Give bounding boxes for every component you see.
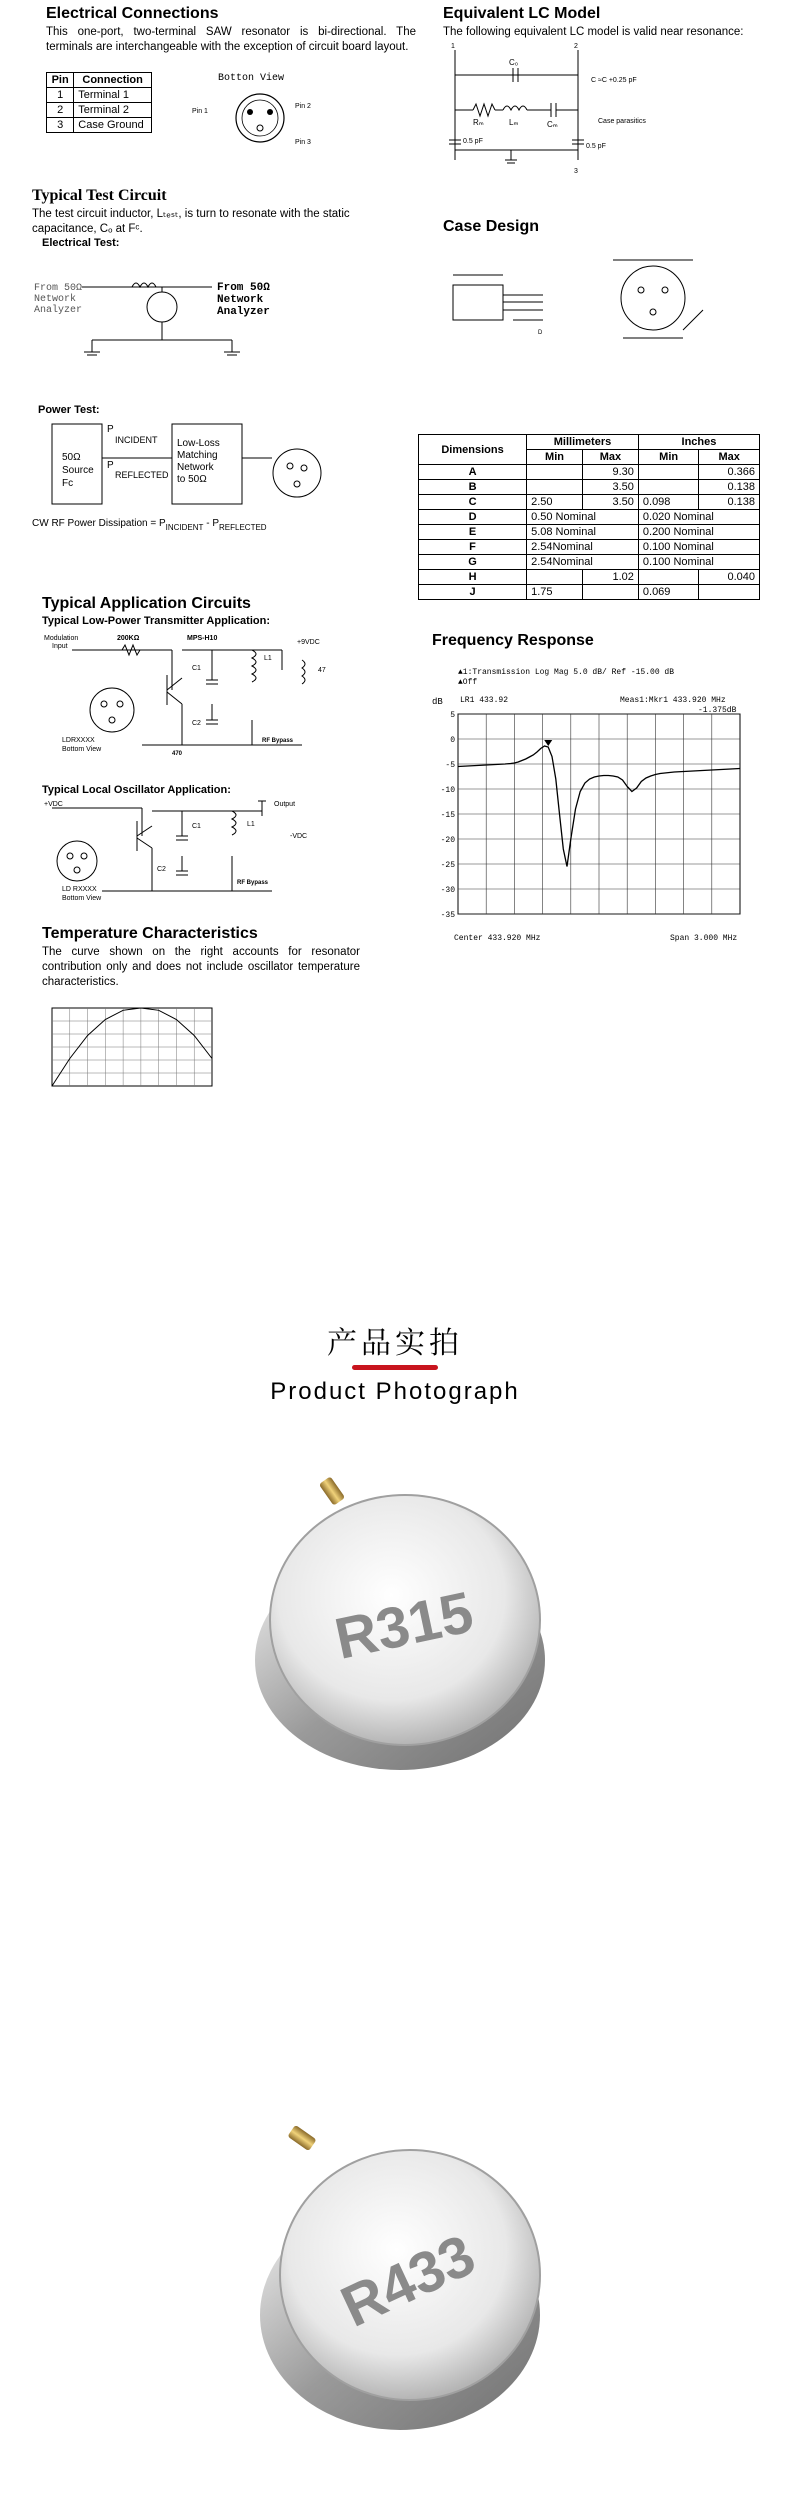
mm-max-header: Max xyxy=(582,450,638,465)
dimension-value-cell: 0.098 xyxy=(638,495,699,510)
frequency-section xyxy=(432,632,594,650)
osc-l1-label: L1 xyxy=(247,821,255,828)
gold-pin xyxy=(319,1476,345,1505)
pin3-label: Pin 3 xyxy=(295,139,311,146)
freq-center: Center 433.920 MHz xyxy=(454,934,541,943)
incident-label: INCIDENT xyxy=(115,435,158,445)
dimension-label-cell: D xyxy=(419,510,527,525)
temperature-chart xyxy=(42,1000,222,1100)
tx-r470-label: 470 xyxy=(172,751,183,757)
dimension-label-cell: G xyxy=(419,555,527,570)
connection-cell: Case Ground xyxy=(74,118,152,133)
freq-ytick-label: -30 xyxy=(440,886,455,895)
freq-ytick-label: -15 xyxy=(440,811,455,820)
osc-vdc-label: +VDC xyxy=(44,801,63,808)
from-left-2: Network xyxy=(34,294,77,305)
dimension-value-cell: 0.366 xyxy=(699,465,760,480)
from-right-1: From 50Ω xyxy=(217,282,270,294)
tx-mod-label: Modulation xyxy=(44,635,79,642)
c0-label: C₀ xyxy=(509,58,519,67)
oscillator-circuit xyxy=(42,796,342,906)
case-design-section xyxy=(443,218,539,236)
freq-ytick-label: -25 xyxy=(440,861,455,870)
dimension-value-cell: 0.138 xyxy=(699,495,760,510)
frequency-response-chart xyxy=(430,660,760,945)
frequency-title: Frequency Response xyxy=(432,632,594,649)
dimension-value-cell xyxy=(527,570,583,585)
osc-bottom-label: Bottom View xyxy=(62,895,102,902)
freq-span: Span 3.000 MHz xyxy=(670,934,738,943)
dimension-value-cell xyxy=(527,480,583,495)
dimension-value-cell: 0.069 xyxy=(638,585,699,600)
lm-label: Lₘ xyxy=(509,118,519,127)
dimension-value-cell xyxy=(699,585,760,600)
freq-marker-triangle xyxy=(544,740,552,746)
freq-ytick-label: -10 xyxy=(440,786,455,795)
test-circuit-section xyxy=(32,187,362,249)
case-dim-label: D xyxy=(538,330,543,336)
dimension-value-cell: 2.50 xyxy=(527,495,583,510)
can-label-r315: R315 xyxy=(329,1579,479,1672)
freq-db-label: dB xyxy=(432,697,443,707)
freq-ytick-label: 0 xyxy=(450,736,455,745)
freq-ytick-label: -5 xyxy=(445,761,455,770)
pin-cell: 2 xyxy=(47,103,74,118)
tx-bottom-label: Bottom View xyxy=(62,746,102,753)
tx-r200k-label: 200KΩ xyxy=(117,635,140,642)
electrical-section xyxy=(46,5,416,55)
dimension-value-cell xyxy=(582,585,638,600)
pin-table-header xyxy=(47,73,152,88)
can-label-r433: R433 xyxy=(331,2222,485,2340)
freq-header-2: ▲Off xyxy=(458,678,478,687)
mm-min-header: Min xyxy=(527,450,583,465)
matching-line2: Matching xyxy=(177,450,218,461)
inches-header: Inches xyxy=(638,435,759,450)
ceq-label: C ≈C +0.25 pF xyxy=(591,77,637,84)
dimension-value-cell: 0.020 Nominal xyxy=(638,510,759,525)
osc-ldr-label: LD RXXXX xyxy=(62,886,97,893)
pin-header: Pin xyxy=(47,73,74,88)
p-reflected: P xyxy=(107,460,114,471)
matching-line3: Network xyxy=(177,462,214,473)
dimension-value-cell: 0.100 Nominal xyxy=(638,540,759,555)
freq-ytick-label: -35 xyxy=(440,911,455,920)
from-left-3: Analyzer xyxy=(34,305,83,316)
dissipation-reflected: REFLECTED xyxy=(219,523,267,532)
dimension-value-cell: 3.50 xyxy=(582,495,638,510)
transmitter-title: Typical Low-Power Transmitter Application: xyxy=(42,615,270,627)
can-outline xyxy=(236,94,284,142)
product-photo-r315 xyxy=(230,1470,570,1800)
dim-header-row xyxy=(419,435,760,450)
dimension-value-cell: 1.02 xyxy=(582,570,638,585)
from-right-3: Analyzer xyxy=(217,306,270,318)
photo-title-en: Product Photograph xyxy=(270,1378,520,1405)
lc-model-diagram xyxy=(443,40,673,175)
dissipation-main: CW RF Power Dissipation = P xyxy=(32,518,166,529)
dimension-label-cell: H xyxy=(419,570,527,585)
bottom-view-label: Botton View xyxy=(218,73,285,84)
table-row xyxy=(47,88,152,103)
source-line3: Fc xyxy=(62,478,74,489)
applications-section xyxy=(42,595,372,627)
oscillator-title: Typical Local Oscillator Application: xyxy=(42,784,231,796)
dissipation-incident: INCIDENT xyxy=(165,523,204,532)
tx-ldr-label: LDRXXXX xyxy=(62,737,95,744)
power-test-label-wrap xyxy=(38,404,100,416)
reflected-label: REFLECTED xyxy=(115,470,169,480)
from-right-2: Network xyxy=(217,294,264,306)
case-parasitics-label: Case parasitics xyxy=(598,118,646,125)
tx-input-label: Input xyxy=(52,643,68,650)
test-circuit-text: The test circuit inductor, Lₜₑₛₜ, is turn to resonate with the static capacitance, Cₒ at Fᶜ. xyxy=(32,208,350,235)
dimension-value-cell: 2.54Nominal xyxy=(527,555,639,570)
table-row xyxy=(419,570,760,585)
dimension-label-cell: F xyxy=(419,540,527,555)
dimension-value-cell xyxy=(527,465,583,480)
dimension-value-cell: 0.200 Nominal xyxy=(638,525,759,540)
title-accent-bar xyxy=(352,1365,438,1370)
power-test-label: Power Test: xyxy=(38,404,100,416)
freq-grid xyxy=(458,714,740,914)
dimension-value-cell: 9.30 xyxy=(582,465,638,480)
osc-c2-label: C2 xyxy=(157,866,166,873)
pin-cell: 3 xyxy=(47,118,74,133)
matching-line1: Low-Loss xyxy=(177,438,220,449)
freq-marker-right: Meas1:Mkr1 433.920 MHz xyxy=(620,696,726,705)
osc-rfbypass-label: RF Bypass xyxy=(237,880,269,886)
table-row xyxy=(419,555,760,570)
table-row xyxy=(419,465,760,480)
dimension-label-cell: A xyxy=(419,465,527,480)
temp-grid xyxy=(52,1008,212,1086)
dimension-label-cell: E xyxy=(419,525,527,540)
connection-cell: Terminal 1 xyxy=(74,88,152,103)
lc-text: The following equivalent LC model is valid near resonance: xyxy=(443,26,744,38)
dimension-value-cell: 0.100 Nominal xyxy=(638,555,759,570)
source-line2: Source xyxy=(62,465,94,476)
dimensions-body xyxy=(419,465,760,600)
pin3-dot xyxy=(257,125,263,131)
table-row xyxy=(419,510,760,525)
dimension-value-cell: 1.75 xyxy=(527,585,583,600)
dimension-value-cell: 5.08 Nominal xyxy=(527,525,639,540)
table-row xyxy=(47,118,152,133)
temperature-section xyxy=(42,925,360,990)
dimension-value-cell xyxy=(638,570,699,585)
tx-rfbypass-label: RF Bypass xyxy=(262,738,294,744)
electrical-text: This one-port, two-terminal SAW resonator is bi-directional. The terminals are interchangeable with the exception of circuit board layout. xyxy=(46,26,416,53)
pf-left-label: 0.5 pF xyxy=(463,138,483,145)
electrical-test-diagram xyxy=(32,262,362,372)
millimeters-header: Millimeters xyxy=(527,435,639,450)
temperature-text: The curve shown on the right accounts for resonator contribution only and does not include oscillator temperature characteristics. xyxy=(42,946,360,988)
pin2-dot xyxy=(267,109,273,115)
osc-c1-label: C1 xyxy=(192,823,201,830)
lc-section xyxy=(443,5,763,40)
lc-title: Equivalent LC Model xyxy=(443,5,601,22)
matching-line4: to 50Ω xyxy=(177,474,207,485)
in-max-header: Max xyxy=(699,450,760,465)
dimension-value-cell: 0.50 Nominal xyxy=(527,510,639,525)
connection-cell: Terminal 2 xyxy=(74,103,152,118)
dimension-label-cell: C xyxy=(419,495,527,510)
transmitter-circuit xyxy=(42,630,342,760)
tx-r47-label: 47 xyxy=(318,667,326,674)
dimension-value-cell: 2.54Nominal xyxy=(527,540,639,555)
osc-negvdc-label: -VDC xyxy=(290,833,308,840)
table-row xyxy=(47,103,152,118)
product-photo-r433 xyxy=(240,2120,560,2450)
electrical-title: Electrical Connections xyxy=(46,5,219,22)
freq-yticks xyxy=(441,711,456,920)
dimension-label-cell: J xyxy=(419,585,527,600)
pin1-dot xyxy=(247,109,253,115)
cm-label: Cₘ xyxy=(547,120,558,129)
tx-l1-label: L1 xyxy=(264,655,272,662)
dimension-label-cell: B xyxy=(419,480,527,495)
dissipation-minus: - P xyxy=(203,518,219,529)
oscillator-title-wrap xyxy=(42,784,231,796)
osc-output-label: Output xyxy=(274,801,296,808)
table-row xyxy=(419,540,760,555)
pin2-label: Pin 2 xyxy=(295,103,311,110)
freq-ytick-label: 5 xyxy=(450,711,455,720)
table-row xyxy=(419,480,760,495)
dimension-value-cell: 0.040 xyxy=(699,570,760,585)
tx-c1-label: C1 xyxy=(192,665,201,672)
tx-c2-label: C2 xyxy=(192,720,201,727)
freq-marker-right2: -1.375dB xyxy=(698,706,737,715)
in-min-header: Min xyxy=(638,450,699,465)
electrical-test-label: Electrical Test: xyxy=(42,237,120,249)
pf-right-label: 0.5 pF xyxy=(586,143,606,150)
test-circuit-title: Typical Test Circuit xyxy=(32,187,167,204)
dimensions-header: Dimensions xyxy=(419,435,527,465)
dimension-value-cell xyxy=(638,480,699,495)
freq-marker-left: LR1 433.92 xyxy=(460,696,509,705)
temperature-title: Temperature Characteristics xyxy=(42,925,258,942)
dimension-value-cell: 0.138 xyxy=(699,480,760,495)
rm-label: Rₘ xyxy=(473,118,484,127)
table-row xyxy=(419,495,760,510)
bottom-view-diagram xyxy=(190,68,330,158)
case-design-title: Case Design xyxy=(443,218,540,235)
source-line1: 50Ω xyxy=(62,452,81,463)
pin1-label: Pin 1 xyxy=(192,108,208,115)
node2-label: 2 xyxy=(574,43,578,50)
pin-table xyxy=(46,72,152,133)
p-incident: P xyxy=(107,424,114,435)
photo-title-cn: 产品实拍 xyxy=(327,1327,463,1360)
tx-mps-label: MPS-H10 xyxy=(187,635,218,642)
gold-pin xyxy=(287,2125,316,2151)
tx-vdc-label: +9VDC xyxy=(297,639,320,646)
case-design-drawing xyxy=(443,240,743,360)
from-left-1: From 50Ω xyxy=(34,283,83,294)
dimension-value-cell xyxy=(638,465,699,480)
table-row xyxy=(419,585,760,600)
node3-label: 3 xyxy=(574,168,578,175)
power-test-diagram xyxy=(32,418,362,543)
dimensions-table xyxy=(418,434,760,600)
table-row xyxy=(419,525,760,540)
applications-title: Typical Application Circuits xyxy=(42,595,251,612)
freq-header-1: ▲1:Transmission Log Mag 5.0 dB/ Ref -15.00 dB xyxy=(458,668,675,677)
connection-header: Connection xyxy=(74,73,152,88)
pin-cell: 1 xyxy=(47,88,74,103)
dimension-value-cell: 3.50 xyxy=(582,480,638,495)
node1-label: 1 xyxy=(451,43,455,50)
freq-ytick-label: -20 xyxy=(440,836,455,845)
dissipation-text xyxy=(32,518,267,532)
